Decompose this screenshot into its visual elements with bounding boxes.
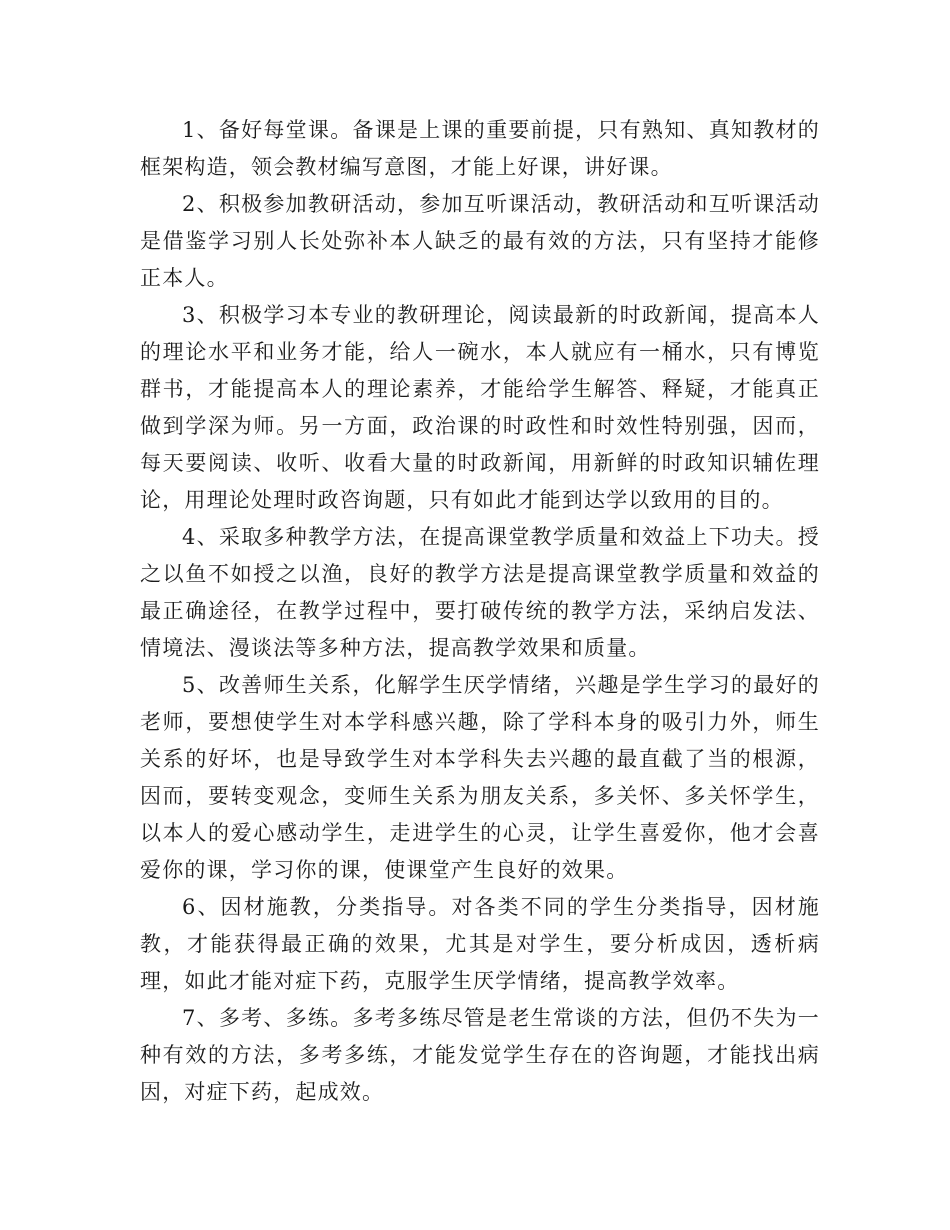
document-body [140,112,820,1111]
paragraph-6: 6、因材施教，分类指导。对各类不同的学生分类指导，因材施教，才能获得最正确的效果，尤其是对学生，要分析成因，透析病理，如此才能对症下药，克服学生厌学情绪，提高教学效率。 [140,895,820,993]
paragraph-7: 7、多考、多练。多考多练尽管是老生常谈的方法，但仍不失为一种有效的方法，多考多练，才能发觉学生存在的咨询题，才能找出病因，对症下药，起成效。 [140,1006,820,1104]
paragraph-2: 2、积极参加教研活动，参加互听课活动，教研活动和互听课活动是借鉴学习别人长处弥补本人缺乏的最有效的方法，只有坚持才能修正本人。 [140,192,820,290]
paragraph-4: 4、采取多种教学方法，在提高课堂教学质量和效益上下功夫。授之以鱼不如授之以渔，良好的教学方法是提高课堂教学质量和效益的最正确途径，在教学过程中，要打破传统的教学方法，采纳启发法、情境法、漫谈法等多种方法，提高教学效果和质量。 [140,525,820,660]
paragraph-5: 5、改善师生关系，化解学生厌学情绪，兴趣是学生学习的最好的老师，要想使学生对本学科感兴趣，除了学科本身的吸引力外，师生关系的好坏，也是导致学生对本学科失去兴趣的最直截了当的根源，因而，要转变观念，变师生关系为朋友关系，多关怀、多关怀学生，以本人的爱心感动学生，走进学生的心灵，让学生喜爱你，他才会喜爱你的课，学习你的课，使课堂产生良好的效果。 [140,673,820,882]
paragraph-3: 3、积极学习本专业的教研理论，阅读最新的时政新闻，提高本人的理论水平和业务才能，给人一碗水，本人就应有一桶水，只有博览群书，才能提高本人的理论素养，才能给学生解答、释疑，才能真正做到学深为师。另一方面，政治课的时政性和时效性特别强，因而，每天要阅读、收听、收看大量的时政新闻，用新鲜的时政知识辅佐理论，用理论处理时政咨询题，只有如此才能到达学以致用的目的。 [140,303,820,512]
paragraph-1: 1、备好每堂课。备课是上课的重要前提，只有熟知、真知教材的框架构造，领会教材编写意图，才能上好课，讲好课。 [140,118,820,179]
